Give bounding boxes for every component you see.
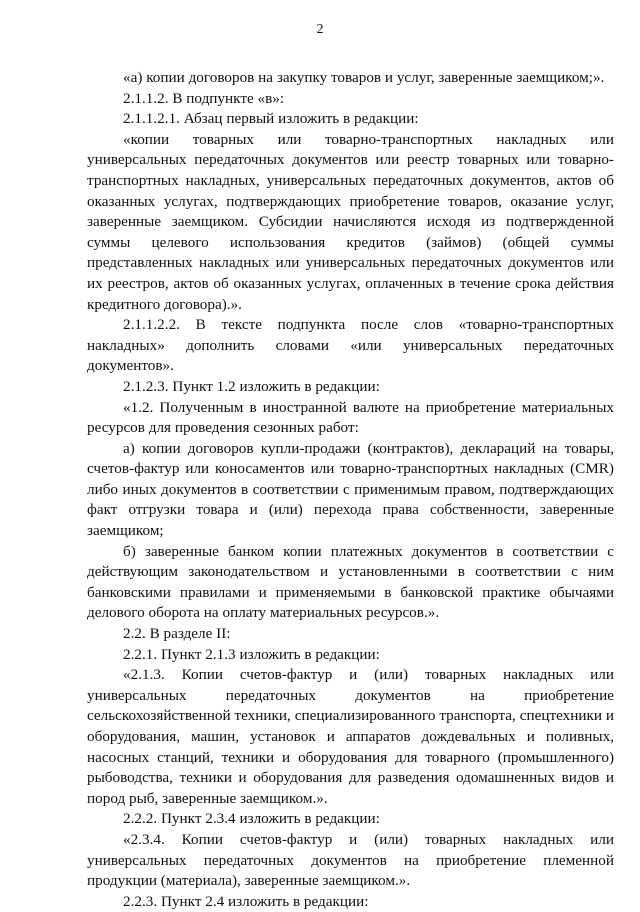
paragraph: «1.2. Полученным в иностранной валюте на приобретение материальных ресурсов для проведения сезонных работ: — [87, 398, 614, 437]
paragraph: 2.2.3. Пункт 2.4 изложить в редакции: — [123, 892, 369, 910]
paragraph: 2.1.2.3. Пункт 1.2 изложить в редакции: — [123, 377, 380, 395]
paragraph: 2.2.1. Пункт 2.1.3 изложить в редакции: — [123, 645, 380, 663]
paragraph: 2.1.1.2. В подпункте «в»: — [123, 89, 285, 107]
paragraph: «копии товарных или товарно-транспортных накладных или универсальных передаточных документов или реестр товарных или товарно-транспортных накладных, универсальных передаточных документов, актов об оказанных услугах, подтверждающих приобретение товаров, оказание услуг, заверенные заемщиком. Субсидии начисляются исходя из подтвержденной суммы целевого использования кредитов (займов) (общей суммы представленных накладных или универсальных передаточных документов или их реестров, актов об оказанных услугах, оплаченных в течение срока действия кредитного договора).». — [87, 130, 614, 313]
paragraph: «2.3.4. Копии счетов-фактур и (или) товарных накладных или универсальных передаточных документов на приобретение племенной продукции (материала), заверенные заемщиком.». — [87, 830, 614, 890]
document-body — [87, 68, 614, 912]
paragraph: «а) копии договоров на закупку товаров и услуг, заверенные заемщиком;». — [123, 69, 605, 86]
paragraph: 2.2. В разделе II: — [123, 625, 231, 643]
paragraph: «2.1.3. Копии счетов-фактур и (или) товарных накладных или универсальных передаточных документов на приобретение сельскохозяйственной техники, специализированного транспорта, спецтехники и оборудования, машин, установок и аппаратов дождевальных и поливных, насосных станций, техники и оборудования для товарного (промышленного) рыбоводства, техники и оборудования для разведения одомашненных видов и пород рыб, заверенные заемщиком.». — [87, 666, 614, 807]
paragraph: 2.2.2. Пункт 2.3.4 изложить в редакции: — [123, 810, 380, 828]
paragraph: 2.1.1.2.2. В тексте подпункта после слов «товарно-транспортных накладных» дополнить словами «или универсальных передаточных документов». — [87, 316, 614, 375]
paragraph: а) копии договоров купли-продажи (контрактов), деклараций на товары, счетов-фактур или коносаментов или товарно-транспортных накладных (CMR) либо иных документов в соответствии с применимым правом, подтверждающих факт отгрузки товара и (или) перехода права собственности, заверенные заемщиком; — [87, 439, 614, 540]
page-number: 2 — [316, 22, 324, 37]
paragraph: б) заверенные банком копии платежных документов в соответствии с действующим законодательством и установленными в соответствии с ним банковскими правилами и применяемыми в банковской практике обычаями делового оборота на оплату материальных ресурсов.». — [87, 542, 614, 622]
paragraph: 2.1.1.2.1. Абзац первый изложить в редакции: — [123, 110, 419, 128]
